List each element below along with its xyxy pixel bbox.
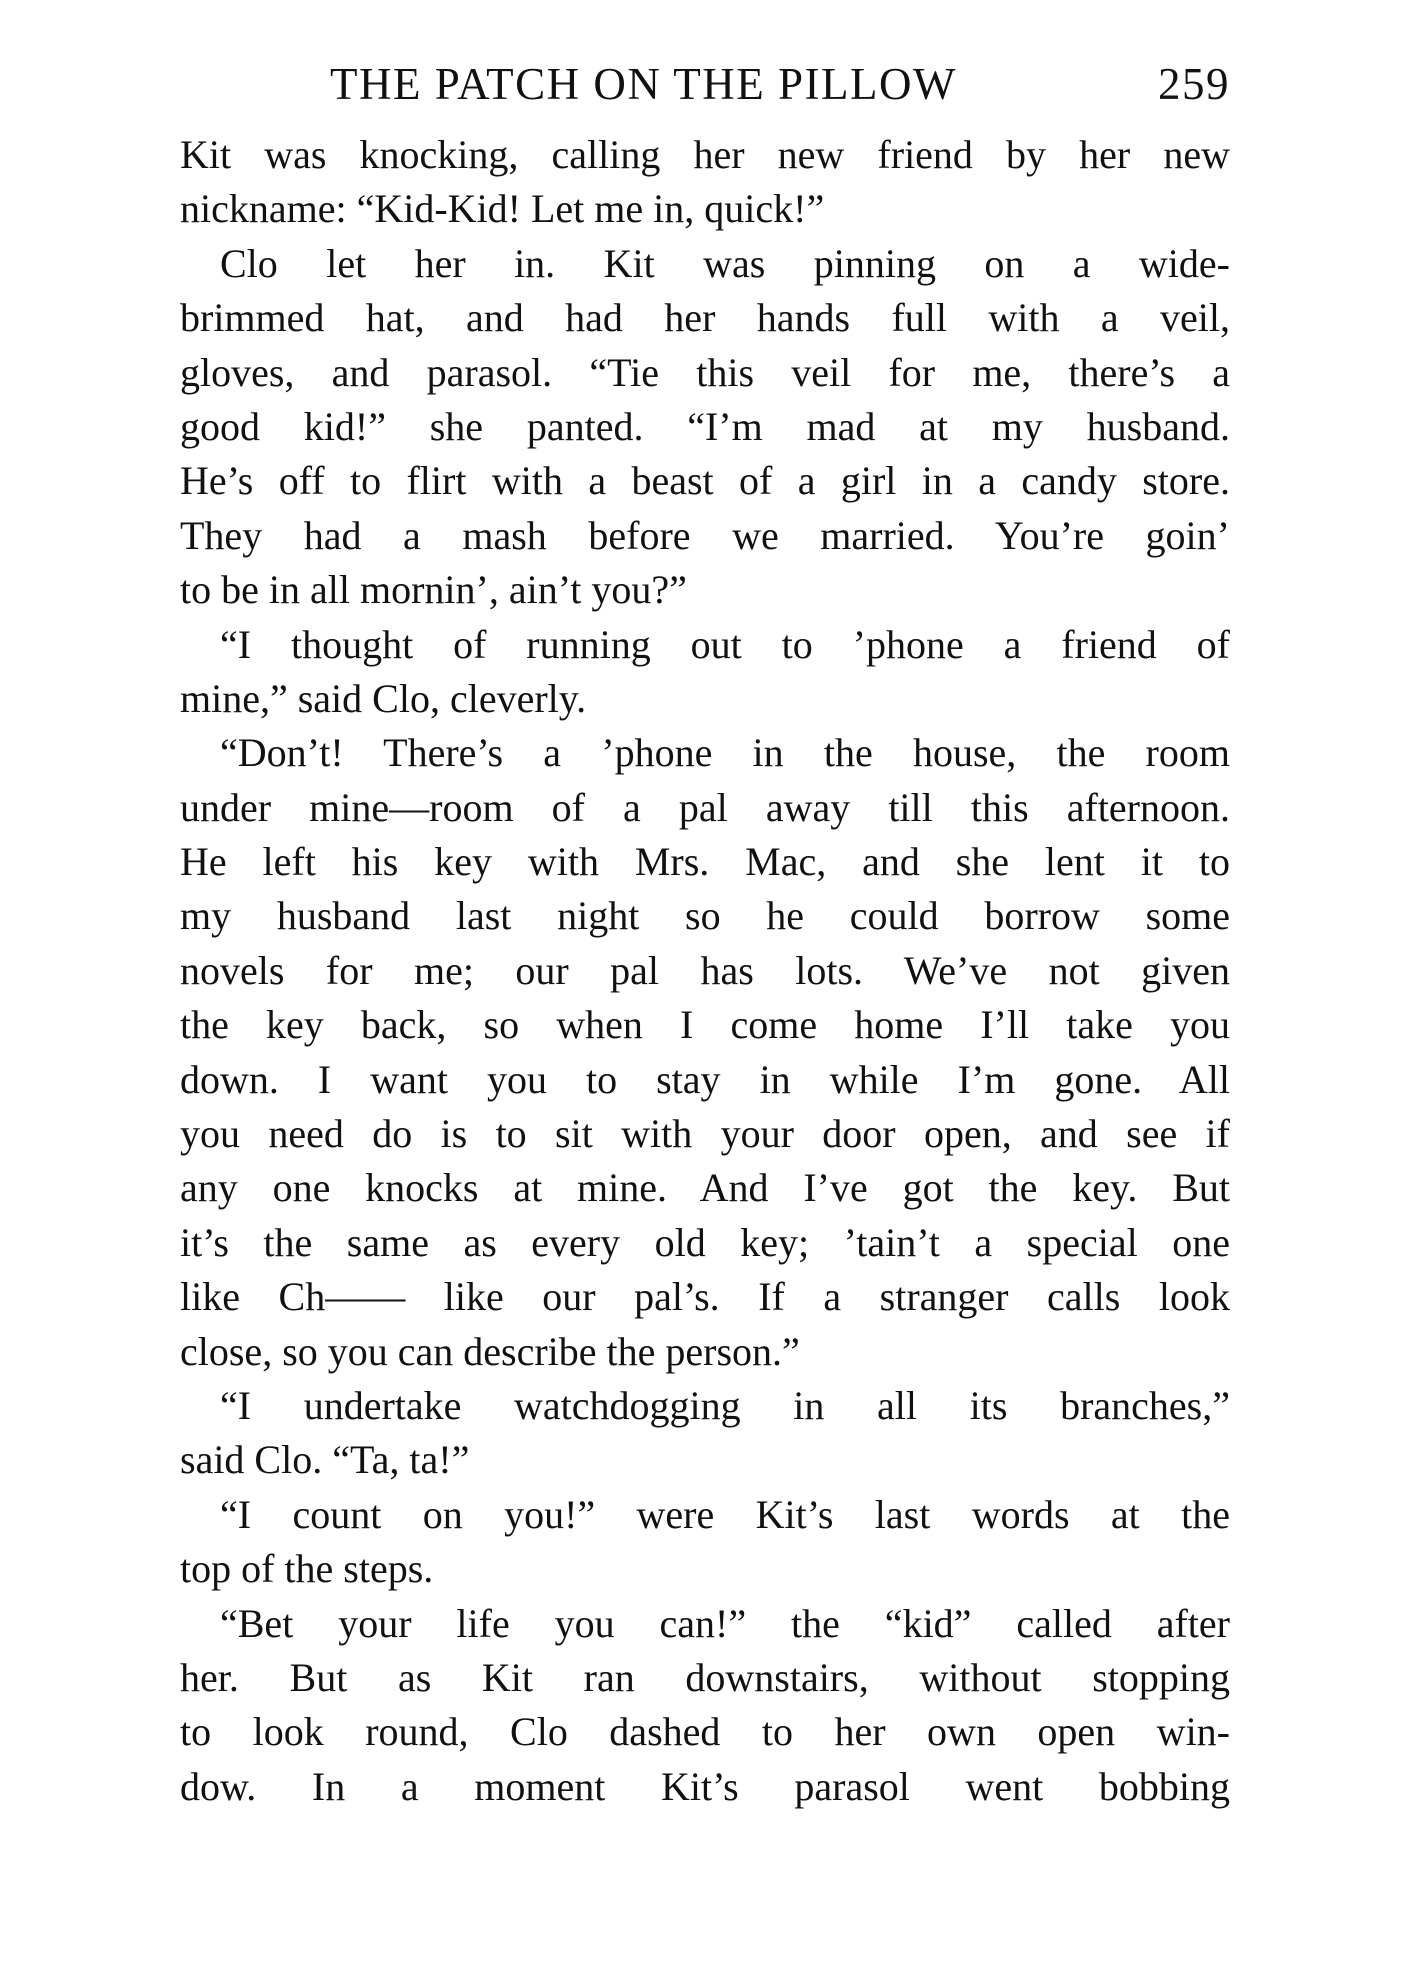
text-line: you need do is to sit with your door open, and see if <box>180 1111 1230 1157</box>
text-line: He left his key with Mrs. Mac, and she lent it to <box>180 839 1230 885</box>
running-head <box>180 58 1230 118</box>
text-line: “Don’t! There’s a ’phone in the house, the room <box>220 730 1230 776</box>
text-line: any one knocks at mine. And I’ve got the key. But <box>180 1165 1230 1211</box>
page-number: 259 <box>1158 59 1230 109</box>
text-line: close, so you can describe the person.” <box>180 1328 800 1374</box>
text-line: “Bet your life you can!” the “kid” called after <box>220 1600 1230 1646</box>
text-line: like Ch—— like our pal’s. If a stranger calls look <box>180 1274 1230 1320</box>
text-line: dow. In a moment Kit’s parasol went bobbing <box>180 1763 1230 1809</box>
text-line: “I count on you!” were Kit’s last words at the <box>220 1491 1230 1537</box>
text-line: it’s the same as every old key; ’tain’t a special one <box>180 1219 1230 1265</box>
text-line: brimmed hat, and had her hands full with a veil, <box>180 295 1230 341</box>
text-line: mine,” said Clo, cleverly. <box>180 675 587 721</box>
text-line: down. I want you to stay in while I’m gone. All <box>180 1056 1230 1102</box>
text-line: He’s off to flirt with a beast of a girl in a candy store. <box>180 458 1230 504</box>
text-line: said Clo. “Ta, ta!” <box>180 1437 470 1483</box>
text-line: the key back, so when I come home I’ll take you <box>180 1002 1230 1048</box>
text-line: Kit was knocking, calling her new friend by her new <box>180 132 1230 177</box>
text-line: nickname: “Kid-Kid! Let me in, quick!” <box>180 186 825 232</box>
body-text <box>180 128 1230 1814</box>
text-line: They had a mash before we married. You’re goin’ <box>180 512 1230 558</box>
text-line: good kid!” she panted. “I’m mad at my husband. <box>180 403 1230 449</box>
text-line: under mine—room of a pal away till this afternoon. <box>180 784 1230 830</box>
text-line: novels for me; our pal has lots. We’ve not given <box>180 947 1230 993</box>
running-title: THE PATCH ON THE PILLOW <box>330 59 957 109</box>
text-line: “I thought of running out to ’phone a friend of <box>220 621 1230 667</box>
text-line: gloves, and parasol. “Tie this veil for me, there’s a <box>180 349 1230 395</box>
text-line: “I undertake watchdogging in all its branches,” <box>220 1382 1230 1428</box>
text-line: Clo let her in. Kit was pinning on a wide- <box>220 240 1230 286</box>
text-line: to look round, Clo dashed to her own open win- <box>180 1709 1230 1755</box>
text-line: my husband last night so he could borrow some <box>180 893 1230 939</box>
text-line: to be in all mornin’, ain’t you?” <box>180 567 687 613</box>
text-line: top of the steps. <box>180 1546 434 1592</box>
text-line: her. But as Kit ran downstairs, without stopping <box>180 1654 1230 1700</box>
